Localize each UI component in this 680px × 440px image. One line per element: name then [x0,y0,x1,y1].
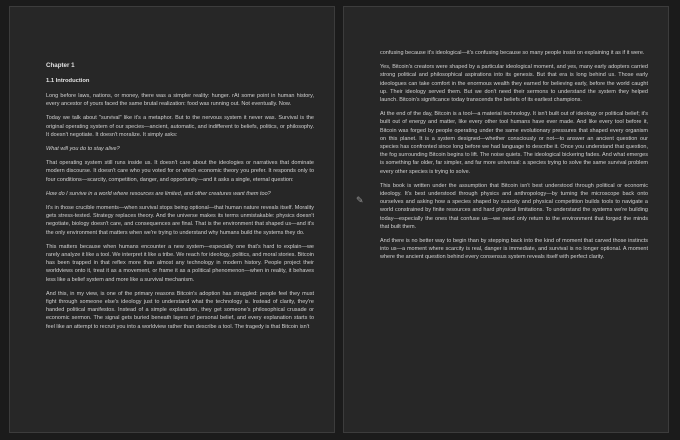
paragraph-italic [46,145,314,153]
paragraph: It's in those crucible moments—when survival stops being optional—that human nature reveals itself. Morality gets stress-tested. Strategy replaces theory. And the universe makes its terms unmistakable: physics doesn't negotiate, biology doesn't care, and consequences are final. That is the environment that shaped us—and it's the only environment that matters when we're trying to understand why humans build the systems they do. [46,205,314,236]
chapter-heading: Chapter 1 [46,62,75,69]
italic-question: What will you do to stay alive? [46,146,120,153]
pen-cursor-icon: ✎ [356,195,364,205]
paragraph-italic [46,190,314,198]
section-heading: 1.1 Introduction [46,78,90,84]
page-content [380,49,648,268]
paragraph: Today we talk about "survival" like it's a metaphor. But to the nervous system it never was. Survival is the original operating system of our species—ancient, automatic, and indifferent to beliefs, politics, or philosophy. It doesn't negotiate. It doesn't moralize. It simply asks: [46,115,314,138]
paragraph: And there is no better way to begin than by stepping back into the kind of moment that carved those instincts into us—a moment where scarcity is real, danger is immediate, and survival is no longer optional. A moment where the ancient question behind every consensus system reveals itself with perfect clarity. [380,238,648,261]
paragraph: And this, in my view, is one of the primary reasons Bitcoin's adoption has struggled: people feel they must fight through someone else's ideology just to understand what the technology is. Instead of clarity, they're handed political manifestos. Instead of a simple explanation, they get someone's philosophical crusade or economic sermon. The signal gets buried beneath layers of personal belief, and every explanation starts to feel like an attempt to recruit you into a worldview rather than describe a tool. The tragedy is that Bitcoin isn't [46,290,314,330]
paragraph: Yes, Bitcoin's creators were shaped by a particular ideological moment, and yes, many early adopters carried strong political and philosophical aspirations into its genesis. But that era is long behind us. Those early ideologues can take comfort in the enormous wealth they earned for believing early, before the world caught up. Their ideology served them. But we don't need their sermons to understand the system they helped launch. Bitcoin's significance today transcends the beliefs of its earliest champions. [380,64,648,104]
italic-question: How do I survive in a world where resources are limited, and other creatures want them too? [46,190,271,197]
document-page-left [9,6,335,433]
document-page-right [343,6,669,433]
paragraph: That operating system still runs inside us. It doesn't care about the ideologies or narratives that dominate modern discourse. It doesn't care who you voted for or which economic theory you prefer. It responds only to four conditions—scarcity, competition, danger, and opportunity—and it asks a single, eternal question: [46,160,314,183]
paragraph: This matters because when humans encounter a new system—especially one that's hard to explain—we rarely analyze it like a tool. We interpret it like a tribe. We reach for ideology, politics, and moral stories. Bitcoin has been trapped in that reflex more than almost any technology in modern history. People project their worldviews onto it, treat it as a movement, or frame it as a political phenomenon—when in reality, it behaves less like a belief system and more like a survival mechanism. [46,243,314,283]
paragraph: confusing because it's ideological—it's confusing because so many people insist on explaining it as if it were. [380,50,645,56]
paragraph: Long before laws, nations, or money, there was a simpler reality: hunger. rAt some point in human history, every ancestor of yours faced the same brutal realization: food was running out. Not eventually. Now. [46,93,314,108]
paragraph: This book is written under the assumption that Bitcoin isn't best understood through political or economic ideology. It's best understood through physics and anthropology—by turning the microscope back onto ourselves and asking how a species shaped by scarcity and physical competition builds tools to navigate a world constrained by finite resources and hard physical limitations. To understand the systems we're building today—especially the ones that confuse us—we need only return to the environment that forged the minds that built them. [380,182,648,230]
paragraph: At the end of the day, Bitcoin is a tool—a material technology. It isn't built out of ideology or political belief; it's built out of energy and matter, like every other tool humans have ever made. And like every tool before it, Bitcoin was forged by people operating under the same evolutionary pressures that shaped every organism on this planet. It is a system designed—whether consciously or not—to answer an ancient question our species has confronted since long before we had language to describe it. Once you understand that question, the fog surrounding Bitcoin begins to lift. The noise quiets. The ideological bickering fades. And what emerges is something far older, far simpler, and far more universal: a species trying to solve the same survival problem every other species is trying to solve. [380,111,648,175]
page-content [46,62,314,337]
